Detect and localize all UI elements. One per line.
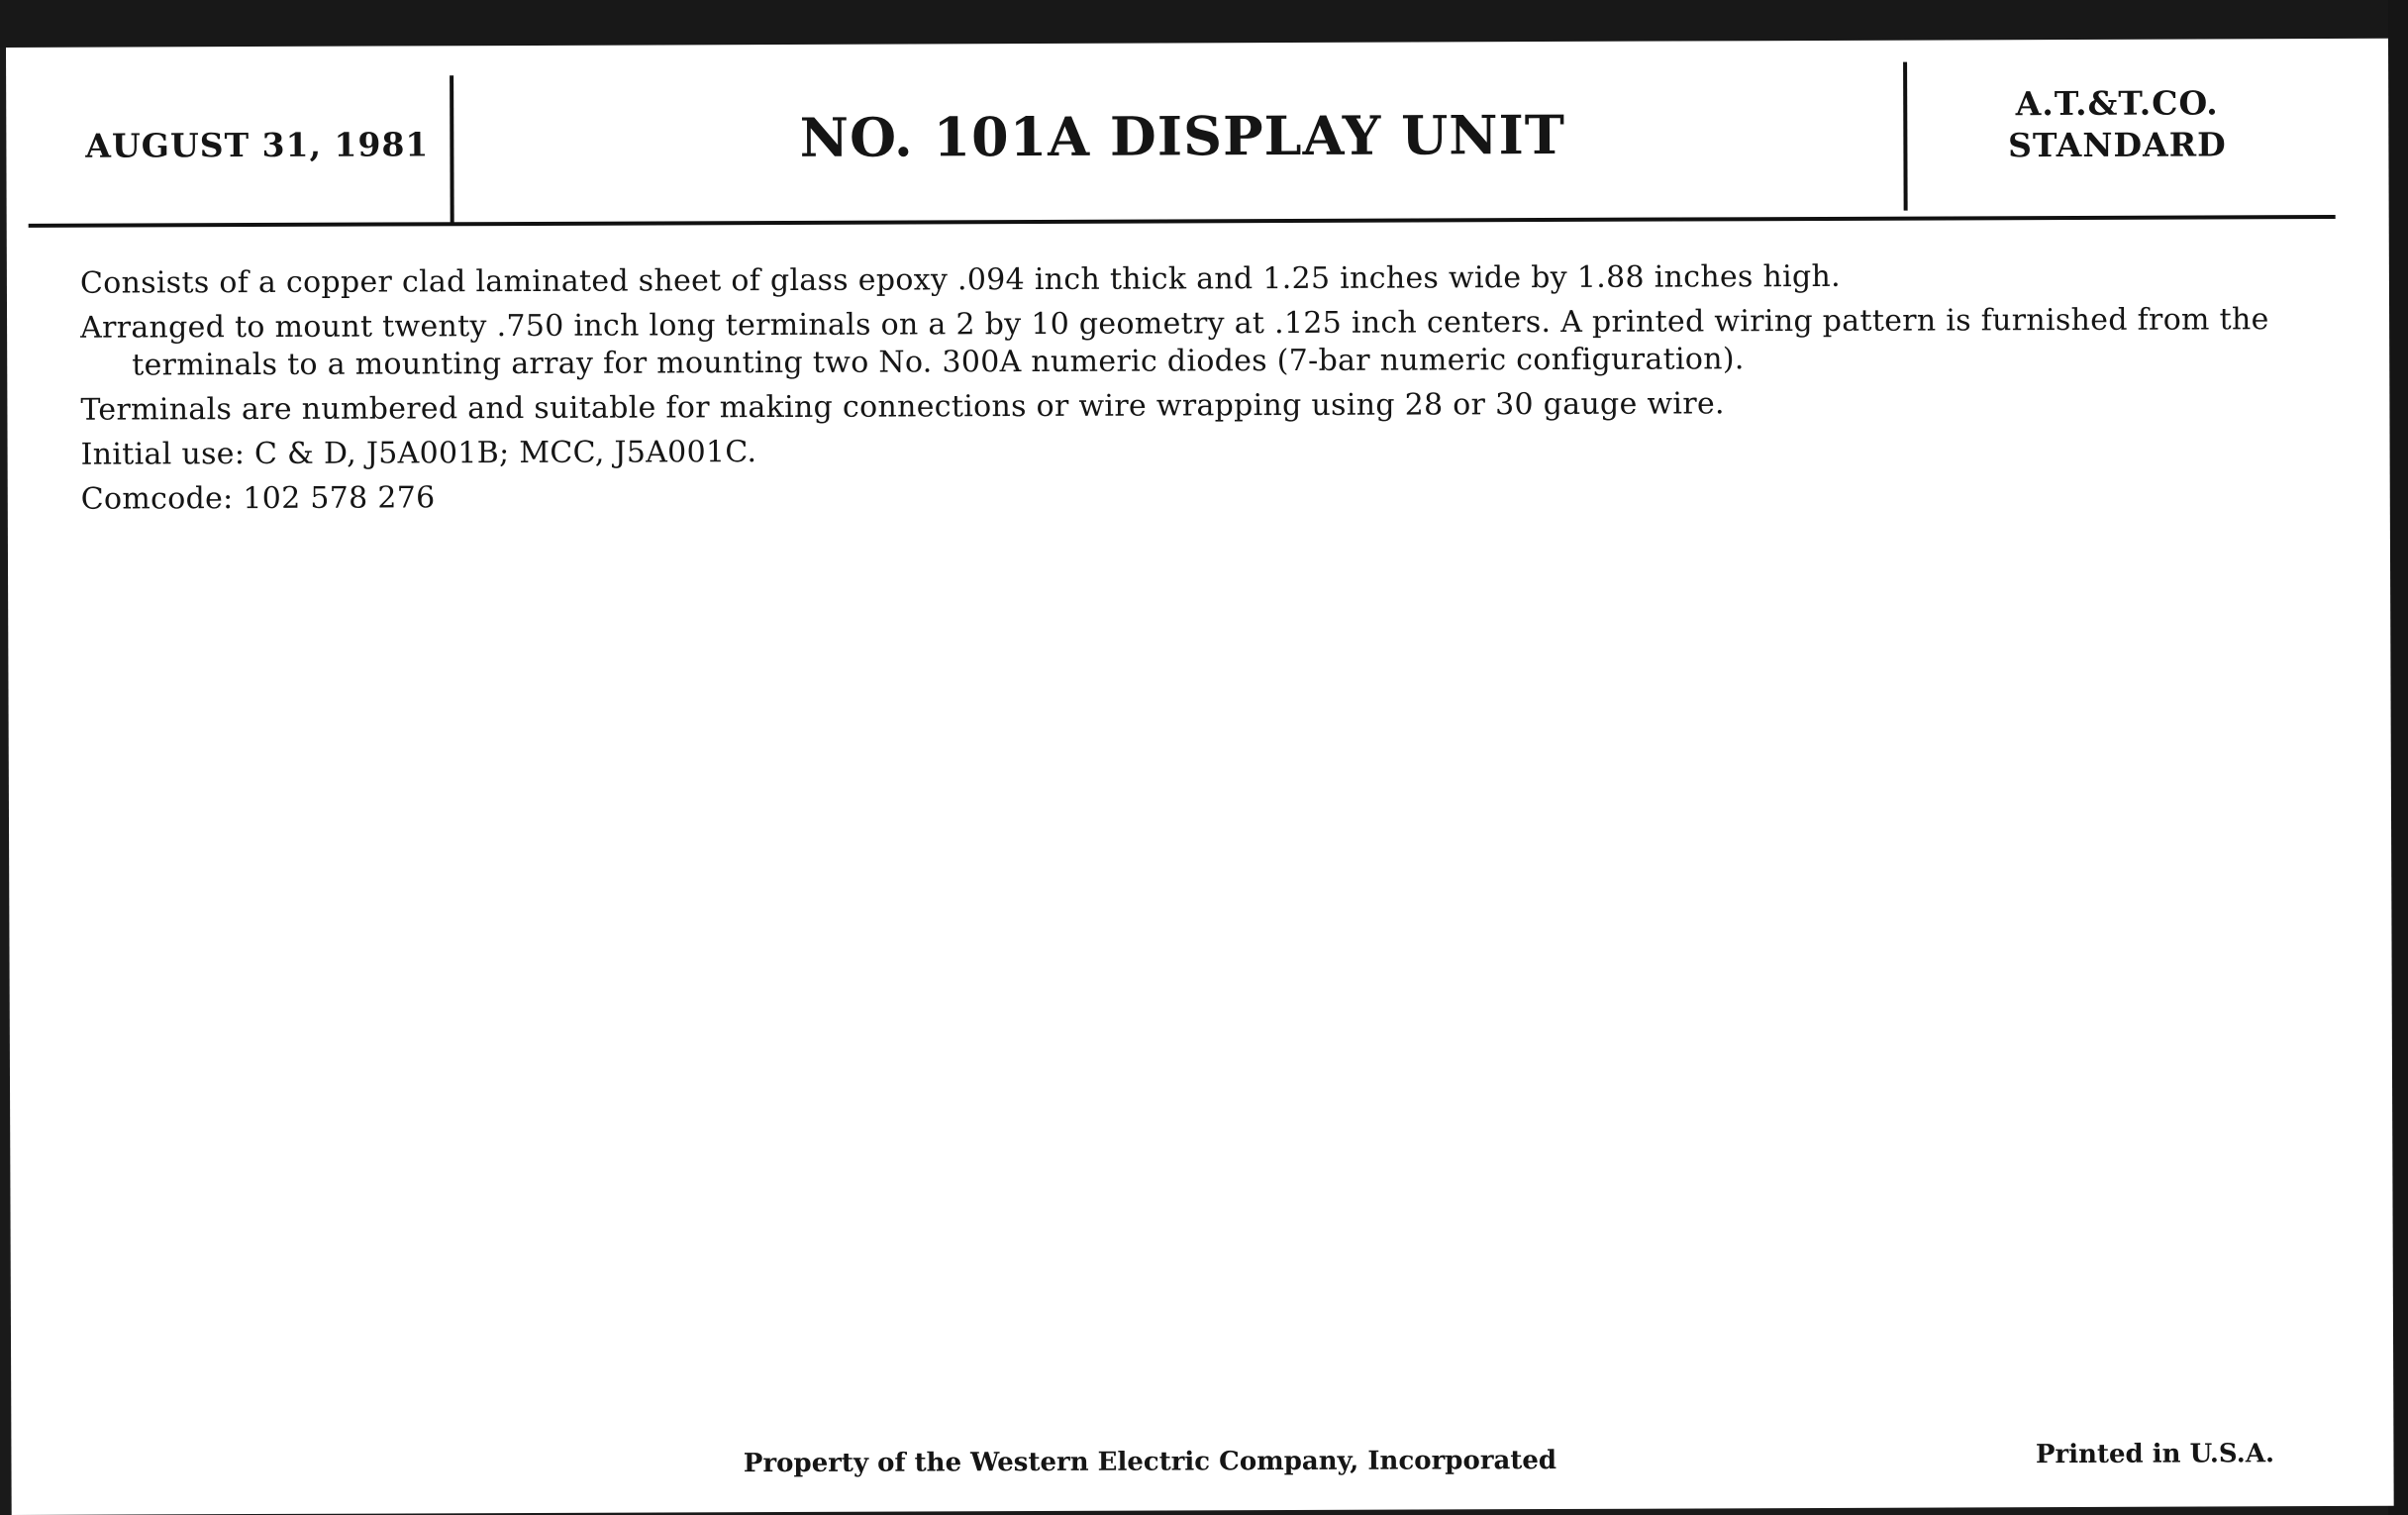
issue-date: AUGUST 31, 1981	[85, 125, 430, 165]
header-divider-left	[450, 75, 454, 224]
property-notice: Property of the Western Electric Company, Incorporated	[743, 1445, 1557, 1479]
standard-label-line1: A.T.&T.CO.	[2015, 83, 2219, 124]
paragraph-terminals: Terminals are numbered and suitable for making connections or wire wrapping using 28 or 30 gauge wire.	[80, 386, 1725, 428]
header-divider-right	[1903, 62, 1908, 211]
page-title: NO. 101A DISPLAY UNIT	[799, 102, 1566, 169]
paragraph-construction: Consists of a copper clad laminated sheet of glass epoxy .094 inch thick and 1.25 inches wide by 1.88 inches high.	[79, 258, 1842, 301]
description-body	[80, 256, 2299, 526]
spec-card	[6, 39, 2394, 1515]
standard-label	[1909, 82, 2325, 167]
printed-notice: Printed in U.S.A.	[2035, 1439, 2275, 1470]
paragraph-arrangement: Arranged to mount twenty .750 inch long terminals on a 2 by 10 geometry at .125 inch centers. A printed wiring pattern is furnished from the terminals to a mounting array for mounting two No. 300A numeric diodes (7-bar numeric configuration).	[80, 302, 2269, 383]
paragraph-initial-use: Initial use: C & D, J5A001B; MCC, J5A001C.	[80, 435, 757, 472]
header-rule	[29, 215, 2336, 228]
paragraph-comcode: Comcode: 102 578 276	[80, 480, 436, 517]
standard-label-line2: STANDARD	[2008, 125, 2227, 165]
